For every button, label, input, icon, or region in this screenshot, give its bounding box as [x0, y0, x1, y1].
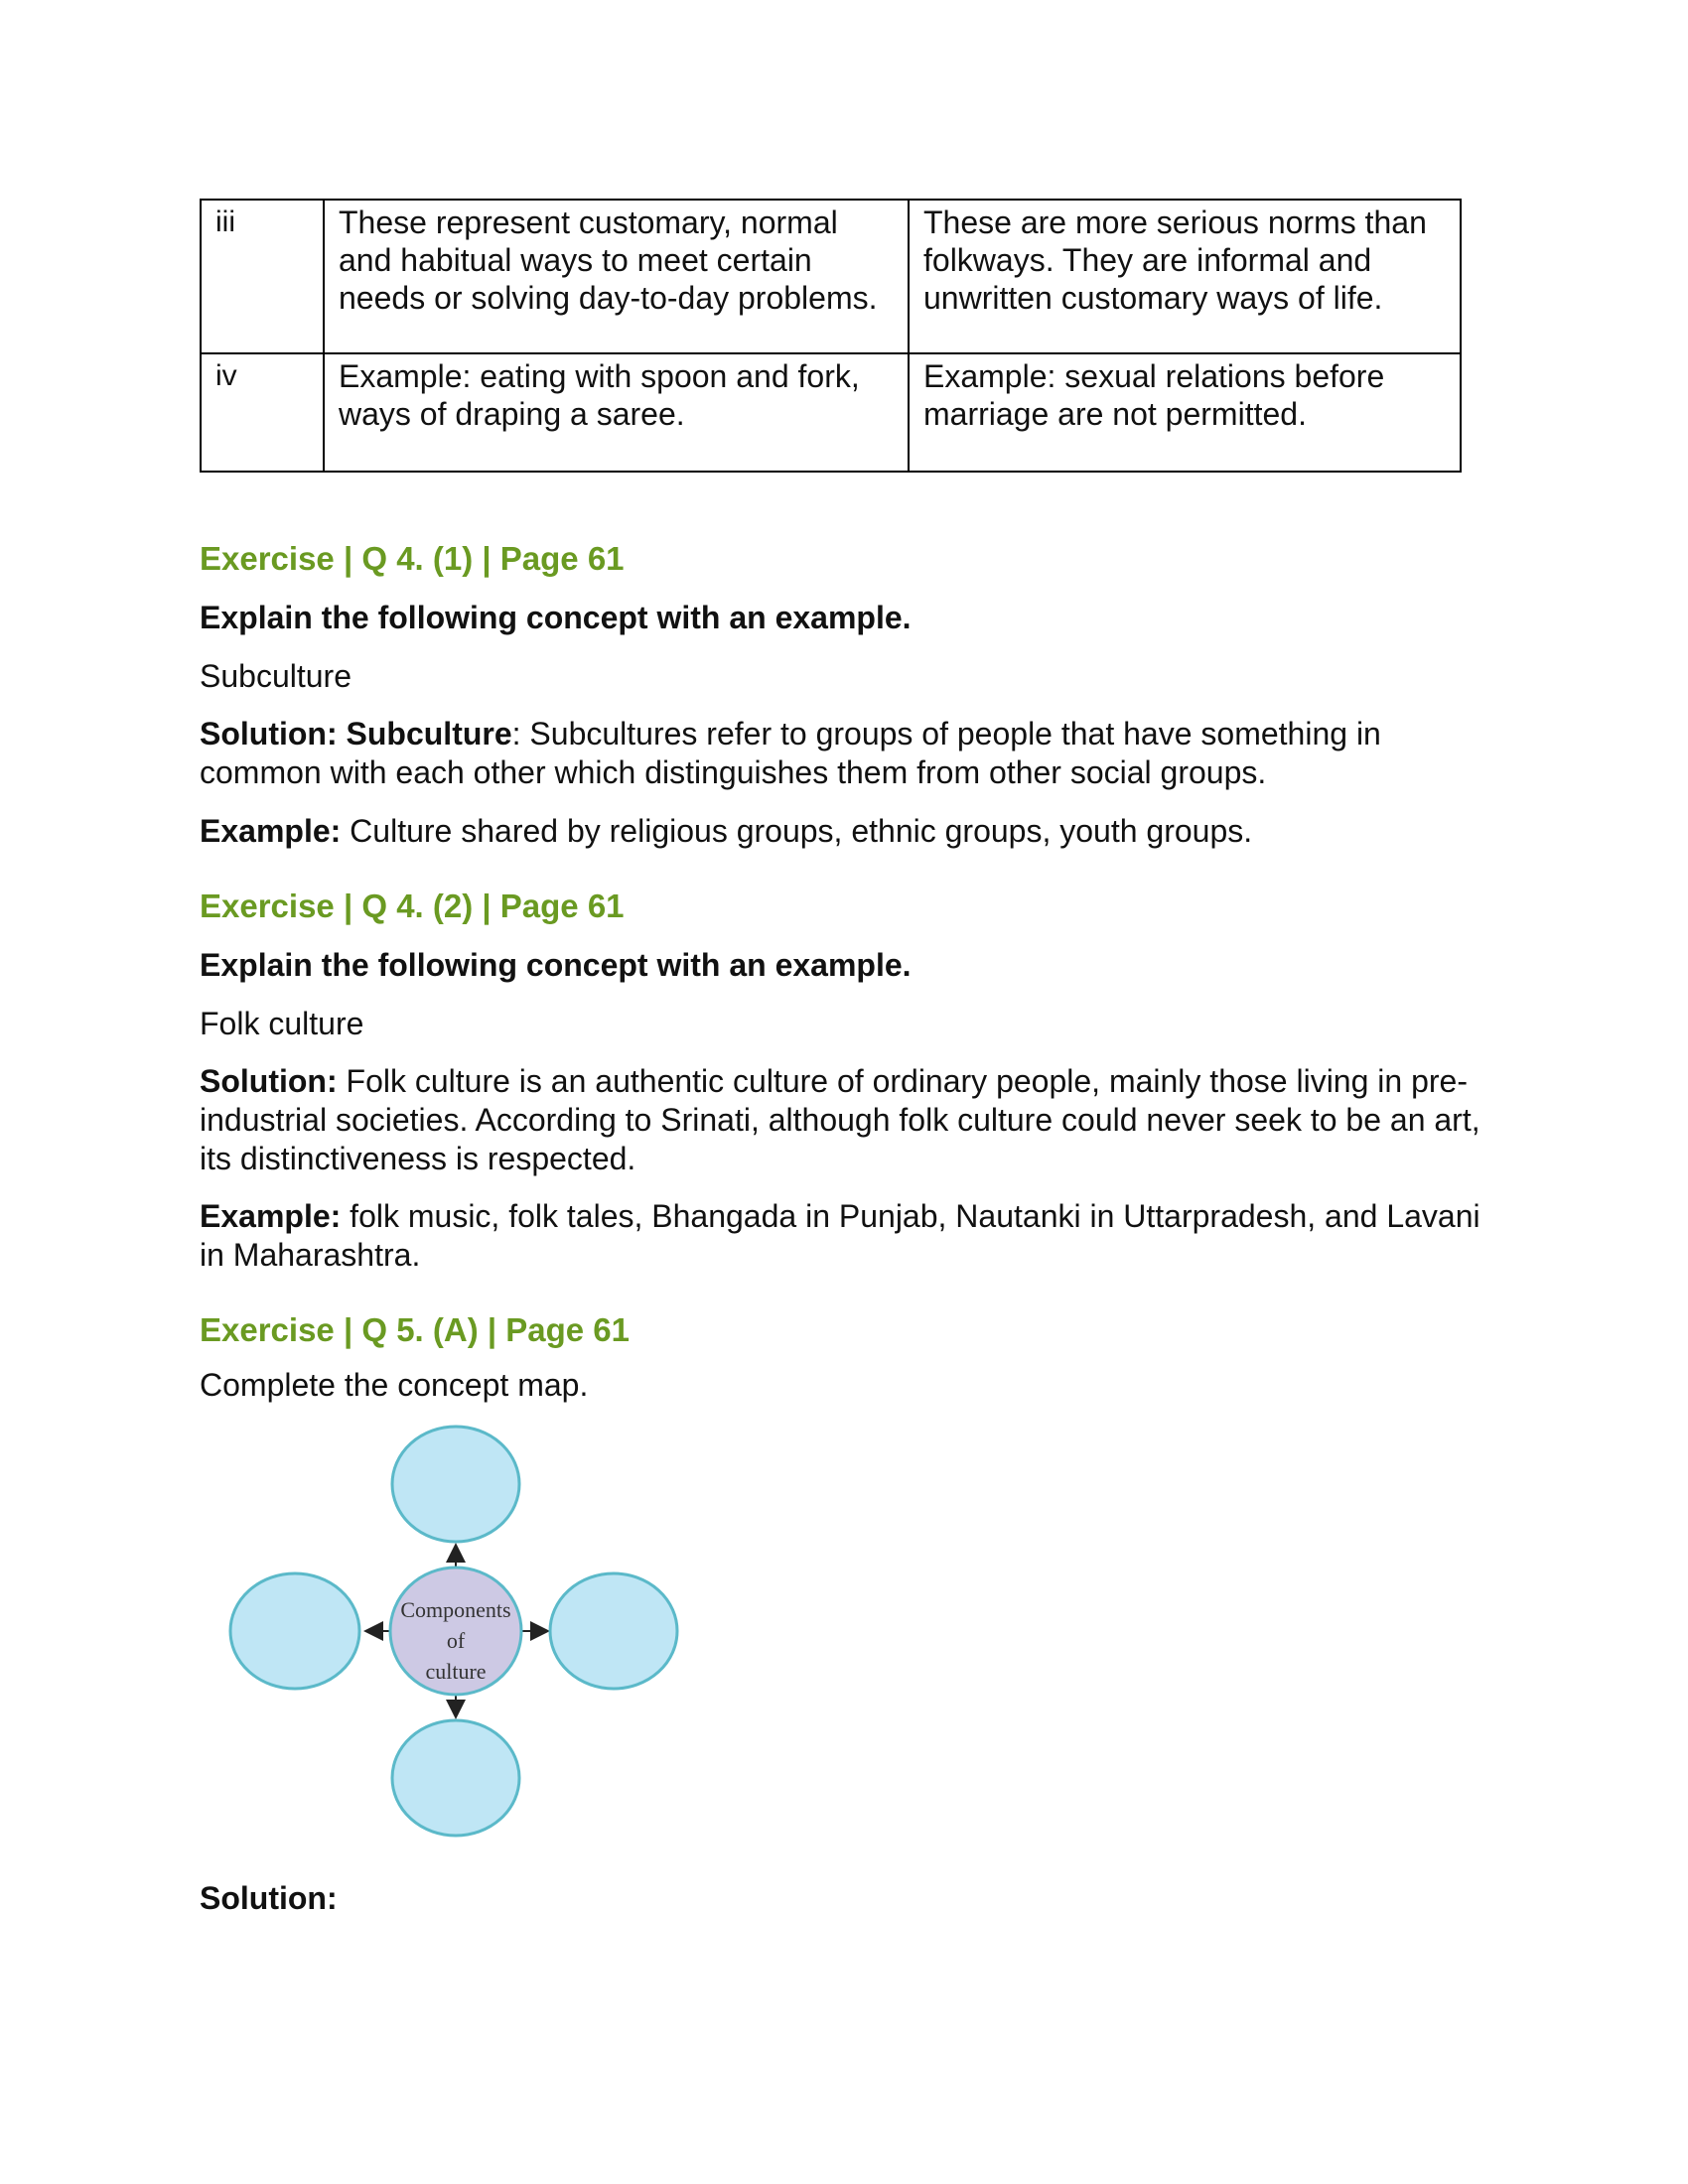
- example-paragraph: [200, 812, 1480, 851]
- solution-text: : Subcultures refer to groups of people that have something in common with each other which distinguishes them from other social groups.: [200, 716, 1381, 790]
- instruction-text: Complete the concept map.: [200, 1367, 589, 1403]
- empty-bubble-top: [392, 1427, 519, 1542]
- table-row: [201, 353, 1461, 472]
- center-label-line-1: Components: [400, 1597, 511, 1622]
- folkways-cell: Example: eating with spoon and fork, ways of draping a saree.: [324, 353, 909, 472]
- center-label-line-2: of: [446, 1628, 466, 1653]
- exercise-heading: Exercise | Q 5. (A) | Page 61: [200, 1311, 631, 1348]
- solution-label: Solution: Subculture: [200, 716, 512, 751]
- example-label: Example:: [200, 813, 342, 849]
- concept-name: Folk culture: [200, 1006, 364, 1041]
- example-text: folk music, folk tales, Bhangada in Punjab, Nautanki in Uttarpradesh, and Lavani in Maharashtra.: [200, 1198, 1480, 1273]
- solution-label: Solution:: [200, 1063, 338, 1099]
- folkways-cell: These represent customary, normal and habitual ways to meet certain needs or solving day-to-day problems.: [324, 200, 909, 353]
- empty-bubble-left: [230, 1573, 359, 1689]
- solution-label: Solution:: [200, 1880, 338, 1916]
- table-row: [201, 200, 1461, 353]
- solution-paragraph: [200, 1062, 1480, 1178]
- row-number: iv: [201, 353, 324, 472]
- example-label: Example:: [200, 1198, 342, 1234]
- exercise-heading: Exercise | Q 4. (2) | Page 61: [200, 887, 625, 924]
- comparison-table: [200, 199, 1462, 473]
- empty-bubble-bottom: [392, 1720, 519, 1836]
- mores-cell: These are more serious norms than folkways. They are informal and unwritten customary ways of life.: [909, 200, 1461, 353]
- question-text: Explain the following concept with an example.: [200, 600, 912, 635]
- empty-bubble-right: [550, 1573, 677, 1689]
- row-number: iii: [201, 200, 324, 353]
- exercise-heading: Exercise | Q 4. (1) | Page 61: [200, 540, 625, 577]
- solution-text: Folk culture is an authentic culture of ordinary people, mainly those living in pre-industrial societies. According to Srinati, although folk culture could never seek to be an art, its distinctiveness is respected.: [200, 1063, 1480, 1176]
- question-text: Explain the following concept with an example.: [200, 947, 912, 983]
- example-paragraph: [200, 1197, 1480, 1275]
- center-label-line-3: culture: [425, 1659, 487, 1684]
- concept-name: Subculture: [200, 658, 352, 694]
- mores-cell: Example: sexual relations before marriage are not permitted.: [909, 353, 1461, 472]
- example-text: Culture shared by religious groups, ethnic groups, youth groups.: [341, 813, 1253, 849]
- concept-map: [218, 1420, 735, 1856]
- solution-paragraph: [200, 715, 1480, 792]
